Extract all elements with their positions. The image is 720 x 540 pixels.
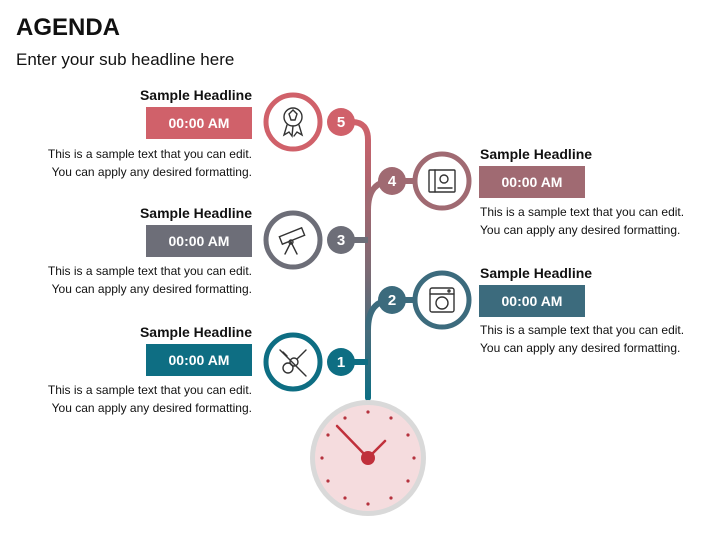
step-4-description — [480, 204, 684, 239]
svg-text:4: 4 — [387, 173, 397, 190]
step-4-time: 00:00 AM — [479, 166, 585, 198]
step-2-desc-line1: This is a sample text that you can edit. — [480, 323, 685, 337]
step-3-time: 00:00 AM — [146, 225, 252, 257]
svg-text:3: 3 — [336, 232, 346, 249]
step-3-badge — [327, 226, 355, 254]
step-5-icon-circle — [266, 95, 320, 149]
page-subtitle: Enter your sub headline here — [16, 50, 235, 69]
page-title: AGENDA — [16, 14, 121, 41]
step-5-badge — [327, 108, 355, 136]
step-4-badge — [378, 167, 406, 195]
step-2-badge — [378, 286, 406, 314]
svg-text:2: 2 — [387, 292, 397, 309]
step-1-description — [48, 382, 252, 417]
step-3-headline: Sample Headline — [139, 205, 252, 221]
step-3-description — [48, 263, 252, 298]
step-4-headline: Sample Headline — [480, 146, 593, 162]
step-2-description — [480, 322, 684, 357]
svg-text:5: 5 — [336, 114, 346, 131]
step-5-desc-line2: You can apply any desired formatting. — [51, 164, 252, 179]
step-1-badge — [327, 348, 355, 376]
step-2-headline: Sample Headline — [480, 265, 593, 281]
step-1-headline: Sample Headline — [139, 324, 252, 340]
step-4-desc-line2: You can apply any desired formatting. — [480, 222, 681, 237]
step-3-desc-line2: You can apply any desired formatting. — [51, 281, 252, 296]
step-1-time: 00:00 AM — [146, 344, 252, 376]
step-4-icon-circle — [415, 154, 469, 208]
step-5-headline: Sample Headline — [139, 87, 252, 103]
step-1-desc-line1: This is a sample text that you can edit. — [47, 383, 252, 397]
svg-text:1: 1 — [336, 354, 346, 371]
clock-icon — [310, 400, 426, 516]
step-2-desc-line2: You can apply any desired formatting. — [480, 340, 681, 355]
step-2-time: 00:00 AM — [479, 285, 585, 317]
step-1-icon-circle — [266, 335, 320, 389]
step-3-desc-line1: This is a sample text that you can edit. — [47, 264, 252, 278]
step-5-time: 00:00 AM — [146, 107, 252, 139]
step-2-icon-circle — [415, 273, 469, 327]
step-5-desc-line1: This is a sample text that you can edit. — [47, 147, 252, 161]
step-4-desc-line1: This is a sample text that you can edit. — [480, 205, 685, 219]
step-5-description — [48, 146, 252, 181]
step-1-desc-line2: You can apply any desired formatting. — [51, 400, 252, 415]
